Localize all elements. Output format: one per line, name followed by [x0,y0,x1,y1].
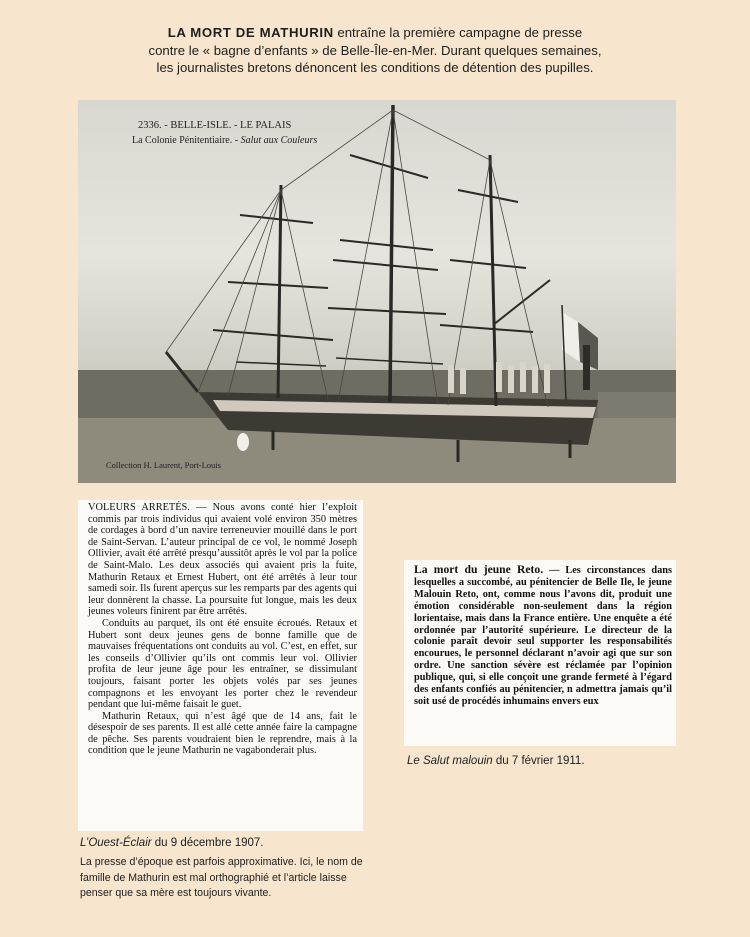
clipping-paragraph: VOLEURS ARRETÉS. — Nous avons conté hier l’exploit commis par trois individus qui avaient volé environ 350 mètres de cordages à bord d’un navire terreneuvier mouillé dans le port de Saint-Servan. L’auteur principal de ce vol, le nommé Joseph Ollivier, avait été arrêté presqu’aussitôt après le vol par la police de Saint-Malo. Les deux associés qui avaient pris la fuite, Mathurin Retaux et Ernest Hubert, ont été arrêtés à leur tour samedi soir. Ils furent aperçus sur les remparts par des agents qui leur donnèrent la chasse. La poursuite fut longue, mais les deux jeunes voleurs finirent par être arrêtés. [88,502,357,618]
clipping-headline: La mort du jeune Reto. [414,563,544,576]
postcard-caption-subtitle: La Colonie Pénitentiaire. - Salut aux Couleurs [132,135,318,146]
editorial-note: La presse d’époque est parfois approximative. Ici, le nom de famille de Mathurin est mal orthographié et l’article laisse penser que sa mère est toujours vivante. [80,856,363,899]
masts [213,105,550,406]
source-ouest-eclair: L’Ouest-Éclair du 9 décembre 1907. [80,837,264,849]
postcard-collection: Collection H. Laurent, Port-Louis [106,460,221,470]
intro-lead: LA MORT DE MATHURIN [167,25,334,40]
intro-line3: les journalistes bretons dénoncent les conditions de détention des pupilles. [156,60,594,75]
ship-illustration [78,100,676,483]
postcard-photo [78,100,676,483]
newspaper-clipping-1 [78,500,363,831]
source-salut-malouin: Le Salut malouin du 7 février 1911. [407,755,585,767]
intro-line2: contre le « bagne d’enfants » de Belle-Île-en-Mer. Durant quelques semaines, [148,42,602,58]
newspaper-clipping-2 [404,560,676,746]
bucket [237,433,249,451]
far-wall [598,392,676,418]
rigging [166,110,548,407]
crew [448,362,550,394]
postcard-caption-title: 2336. - BELLE-ISLE. - LE PALAIS [138,120,292,131]
clipping-paragraph: Mathurin Retaux, qui n’est âgé que de 14 ans, fait le désespoir de ses parents. Il est allé cette année faire la campagne de pêche. Ses parents voudraient bien le reprendre, mais à la condition que le jeune Mathurin ne vagabonderait plus. [88,710,357,757]
clipping-body: — Les circonstances dans lesquelles a succombé, au pénitencier de Belle Ile, le jeune Malouin Reto, ont, comme nous l’avons dit, produit une émotion considérable non-seulement dans la région lorientaise, mais dans la France entière. Une enquête a été ordonnée par l’autorité supérieure. Le directeur de la colonie paraît devoir seul supporter les responsabilités encourues, le personnel déclarant n’avoir agi que sur son ordre. Une sanction sévère est réclamée par l’opinion publique, qui, si elle conçoit une grande fermeté à l’égard des enfants confiés au pénitencier, n admettra jamais qu’il soit usé de procédés inhumains envers eux [414,565,673,707]
clipping-paragraph: Conduits au parquet, ils ont été ensuite écroués. Retaux et Hubert sont deux jeunes gens de bonne famille que de mauvaises fréquentations ont conduits au vol. C’est, en effet, sur les conseils d’Ollivier qu’ils ont commis leur vol. Ollivier profita de leur jeune âge pour les entraîner, se dissimulant toujours, faisant porter les objets volés par ses jeunes compagnons et les envoyant les porter chez le revendeur pendant que lui-même faisait le guet. [88,617,357,711]
intro-line1: entraîne la première campagne de presse [333,25,583,40]
intro-text [60,24,690,77]
